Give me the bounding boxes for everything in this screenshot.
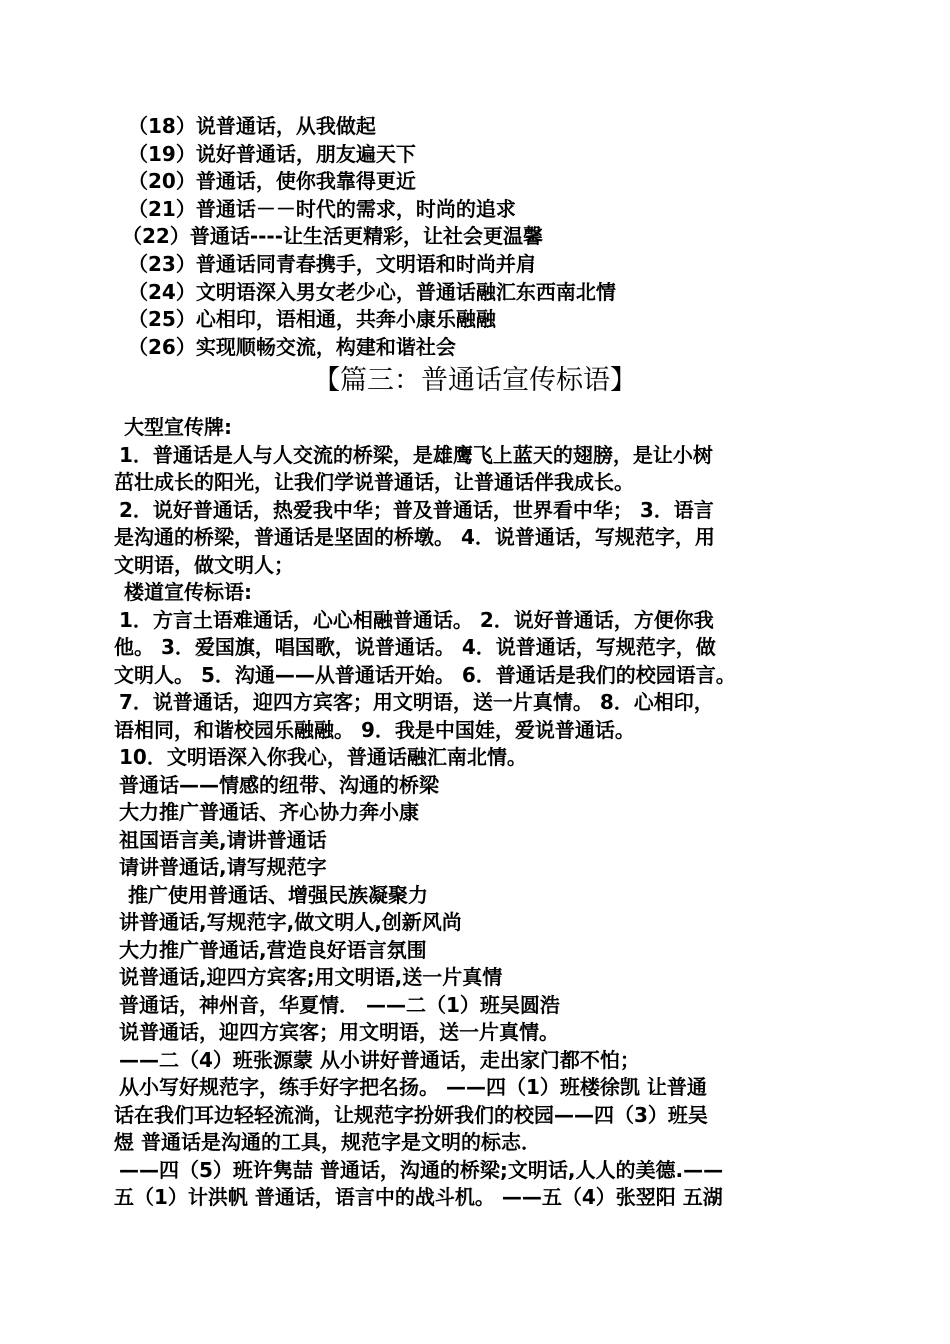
list-item: （26）实现顺畅交流，构建和谐社会 [128, 334, 456, 359]
text-line: ——二（4）班张源蒙 从小讲好普通话，走出家门都不怕； [119, 1047, 640, 1072]
text-line: 2．说好普通话，热爱我中华；普及普通话，世界看中华； 3．语言 [119, 497, 714, 522]
list-item: （18）说普通话，从我做起 [128, 114, 376, 138]
text-line: 推广使用普通话、增强民族凝聚力 [128, 882, 428, 907]
list-item: （20）普通话，使你我靠得更近 [128, 169, 416, 194]
text-line: 话在我们耳边轻轻流淌，让规范字扮妍我们的校园——四（3）班吴 [114, 1102, 708, 1127]
text-line: 普通话——情感的纽带、沟通的桥梁 [119, 772, 439, 797]
section-heading: 【篇三：普通话宣传标语】 [313, 365, 637, 396]
text-line: 文明语，做文明人； [114, 552, 294, 577]
text-line: 说普通话,迎四方宾客;用文明语,送一片真情 [119, 965, 503, 989]
slogan-list [122, 113, 888, 361]
text-line: 五（1）计洪帆 普通话，语言中的战斗机。 ——五（4）张翌阳 五湖 [114, 1185, 723, 1209]
text-line: 说普通话，迎四方宾客；用文明语，送一片真情。 [119, 1020, 559, 1044]
text-line: 大力推广普通话,营造良好语言氛围 [119, 937, 427, 962]
list-item: （23）普通话同青春携手，文明语和时尚并肩 [128, 251, 536, 276]
text-line: 语相同，和谐校园乐融融。 9．我是中国娃，爱说普通话。 [114, 717, 635, 742]
body-text [114, 414, 840, 1212]
text-line: 文明人。 5．沟通——从普通话开始。 6．普通话是我们的校园语言。 [114, 662, 736, 687]
subheading-large-board: 大型宣传牌: [124, 415, 232, 439]
text-line: 1．方言土语难通话，心心相融普通话。 2．说好普通话，方便你我 [119, 607, 714, 632]
text-line: 7．说普通话，迎四方宾客；用文明语，送一片真情。 8．心相印， [119, 690, 714, 714]
list-item: （25）心相印，语相通，共奔小康乐融融 [128, 307, 496, 332]
text-line: 煜 普通话是沟通的工具，规范字是文明的标志． [114, 1130, 541, 1154]
text-line: 祖国语言美,请讲普通话 [119, 827, 327, 852]
list-item: （21）普通话－－时代的需求，时尚的追求 [128, 196, 516, 221]
text-line: 1．普通话是人与人交流的桥梁，是雄鹰飞上蓝天的翅膀，是让小树 [119, 442, 713, 467]
text-line: 从小写好规范字，练手好字把名扬。 ——四（1）班楼徐凯 让普通 [119, 1075, 707, 1099]
list-item: （24）文明语深入男女老少心，普通话融汇东西南北情 [128, 279, 616, 304]
text-line: 茁壮成长的阳光，让我们学说普通话，让普通话伴我成长。 [114, 470, 634, 494]
text-line: 普通话，神州音，华夏情． ——二（1）班吴圆浩 [119, 992, 560, 1017]
subheading-corridor: 楼道宣传标语: [124, 580, 252, 604]
list-item: （19）说好普通话，朋友遍天下 [128, 141, 416, 166]
text-line: ——四（5）班许隽喆 普通话，沟通的桥梁;文明话,人人的美德.—— [119, 1157, 724, 1182]
text-line: 他。 3．爱国旗，唱国歌，说普通话。 4．说普通话，写规范字，做 [114, 635, 716, 659]
text-line: 是沟通的桥梁，普通话是坚固的桥墩。 4．说普通话，写规范字，用 [114, 525, 715, 549]
text-line: 10．文明语深入你我心，普通话融汇南北情。 [119, 745, 527, 769]
text-line: 请讲普通话,请写规范字 [119, 855, 327, 879]
text-line: 讲普通话,写规范字,做文明人,创新风尚 [119, 910, 462, 934]
text-line: 大力推广普通话、齐心协力奔小康 [119, 800, 419, 824]
list-item: （22）普通话----让生活更精彩，让社会更温馨 [122, 224, 544, 249]
